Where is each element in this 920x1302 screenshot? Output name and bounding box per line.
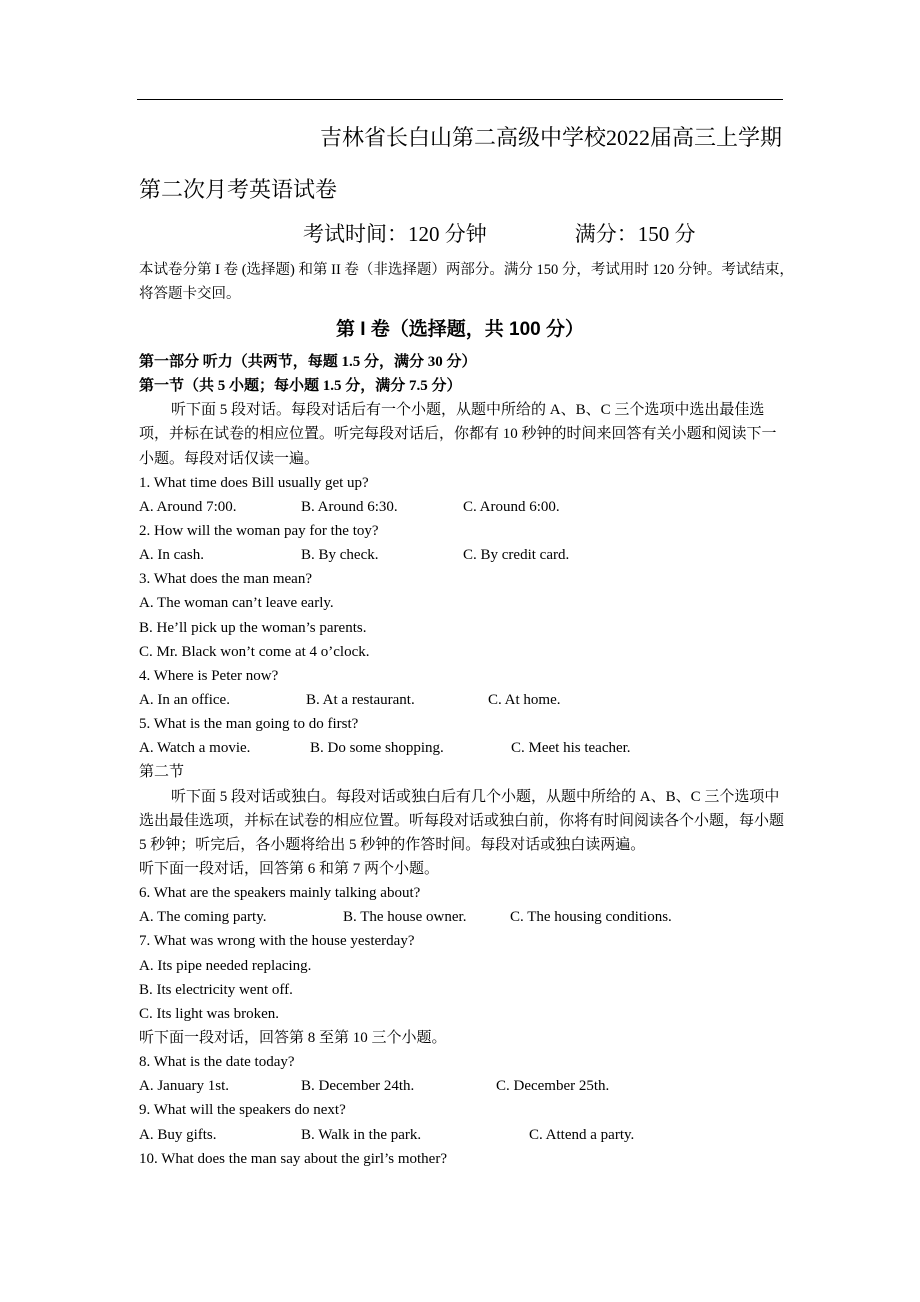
question-stem: 1. What time does Bill usually get up? xyxy=(139,474,369,491)
option-c: C. Attend a party. xyxy=(529,1126,635,1143)
option-a: A. In an office. xyxy=(139,691,230,708)
question-stem: 9. What will the speakers do next? xyxy=(139,1102,346,1119)
question-stem: 2. How will the woman pay for the toy? xyxy=(139,523,379,539)
question-stem: 3. What does the man mean? xyxy=(139,571,312,588)
question-options xyxy=(139,905,789,929)
option-c: C. Mr. Black won’t come at 4 o’clock. xyxy=(139,643,370,660)
option-a: A. Its pipe needed replacing. xyxy=(139,957,312,974)
dialog-note: 听下面一段对话，回答第 8 至第 10 三个小题。 xyxy=(139,1029,447,1046)
option-b: B. Its electricity went off. xyxy=(139,981,293,998)
question-options xyxy=(139,1074,789,1098)
part1-title: 第 I 卷（选择题，共 100 分） xyxy=(335,319,585,340)
option-b: B. Walk in the park. xyxy=(301,1126,422,1143)
option-a: A. In cash. xyxy=(139,547,204,564)
option-c: C. Its light was broken. xyxy=(139,1005,279,1022)
exam-intro: 本试卷分第 I 卷 (选择题) 和第 II 卷（非选择题）两部分。满分 150 分，考试用时 120 分钟。考试结束，将答题卡交回。 xyxy=(139,262,794,302)
exam-content xyxy=(139,350,789,1171)
exam-title-line2: 第二次月考英语试卷 xyxy=(139,177,338,202)
option-b: B. Around 6:30. xyxy=(301,498,398,515)
option-a: A. Buy gifts. xyxy=(139,1126,217,1143)
sub2-instructions: 听下面 5 段对话或独白。每段对话或独白后有几个小题，从题中所给的 A、B、C 三个选项中选出最佳选项，并标在试卷的相应位置。听每段对话或独白前，你将有时间阅读各个小题，每小题 5 秒钟；听完后，各小题将给出 5 秒钟的作答时间。每段对话或独白读两遍。 xyxy=(139,788,785,853)
option-b: B. Do some shopping. xyxy=(310,740,444,757)
option-c: C. Meet his teacher. xyxy=(511,740,631,757)
option-a: A. The woman can’t leave early. xyxy=(139,595,334,612)
sub1-heading: 第一节（共 5 小题；每小题 1.5 分，满分 7.5 分） xyxy=(139,378,462,395)
option-c: C. The housing conditions. xyxy=(510,909,672,926)
exam-info xyxy=(303,218,696,248)
option-c: C. December 25th. xyxy=(496,1078,610,1095)
question-stem: 8. What is the date today? xyxy=(139,1054,295,1071)
option-a: A. Around 7:00. xyxy=(139,498,237,515)
question-options xyxy=(139,688,789,712)
option-b: B. By check. xyxy=(301,547,379,564)
exam-title-line1: 吉林省长白山第二高级中学校2022届高三上学期 xyxy=(319,125,782,150)
option-b: B. At a restaurant. xyxy=(306,691,415,708)
question-stem: 4. Where is Peter now? xyxy=(139,667,279,684)
option-b: B. The house owner. xyxy=(343,909,467,926)
option-c: C. Around 6:00. xyxy=(463,498,560,515)
question-options xyxy=(139,1123,789,1147)
option-b: B. He’ll pick up the woman’s parents. xyxy=(139,619,367,636)
full-score: 满分：150 分 xyxy=(574,222,696,246)
exam-time: 考试时间：120 分钟 xyxy=(303,222,487,246)
option-c: C. By credit card. xyxy=(463,547,570,564)
question-options xyxy=(139,543,789,567)
option-a: A. Watch a movie. xyxy=(139,740,251,757)
question-stem: 6. What are the speakers mainly talking about? xyxy=(139,885,421,902)
option-a: A. January 1st. xyxy=(139,1078,229,1095)
header-rule xyxy=(137,99,783,100)
option-a: A. The coming party. xyxy=(139,909,267,926)
question-options xyxy=(139,495,789,519)
sub1-instructions: 听下面 5 段对话。每段对话后有一个小题，从题中所给的 A、B、C 三个选项中选出最佳选项，并标在试卷的相应位置。听完每段对话后，你都有 10 秒钟的时间来回答有关小题和阅读下一小题。每段对话仅读一遍。 xyxy=(139,402,777,467)
option-b: B. December 24th. xyxy=(301,1078,415,1095)
option-c: C. At home. xyxy=(488,691,561,708)
question-stem: 5. What is the man going to do first? xyxy=(139,716,359,733)
sub2-heading: 第二节 xyxy=(139,764,185,781)
question-stem: 10. What does the man say about the girl’s mother? xyxy=(139,1150,447,1167)
question-options xyxy=(139,736,789,760)
section-heading: 第一部分 听力（共两节，每题 1.5 分，满分 30 分） xyxy=(139,354,477,370)
question-stem: 7. What was wrong with the house yesterday? xyxy=(139,933,415,950)
dialog-note: 听下面一段对话，回答第 6 和第 7 两个小题。 xyxy=(139,860,440,877)
